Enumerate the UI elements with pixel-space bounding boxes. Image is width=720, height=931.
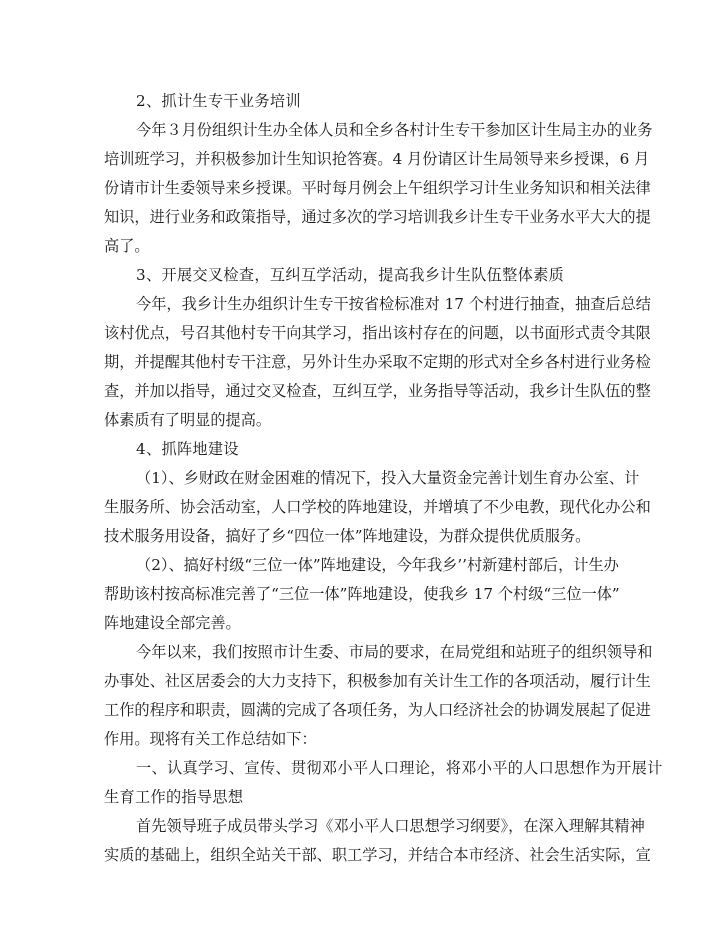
paragraph-line: （2）、搞好村级“三位一体”阵地建设，今年我乡’’村新建村部后，计生办 [136, 556, 619, 574]
section-heading-2: 2、抓计生专干业务培训 [136, 92, 301, 110]
paragraph-line: 知识，进行业务和政策指导，通过多次的学习培训我乡计生专干业务水平大大的提 [104, 208, 651, 226]
paragraph-line: 今年以来，我们按照市计生委、市局的要求，在局党组和站班子的组织领导和 [136, 643, 653, 661]
paragraph-line: 高了。 [104, 237, 150, 255]
paragraph-line: 工作的程序和职责，圆满的完成了各项任务，为人口经济社会的协调发展起了促进 [104, 701, 651, 719]
section-heading-one: 一、认真学习、宣传、贯彻邓小平人口理论，将邓小平的人口思想作为开展计 [136, 759, 663, 777]
paragraph-line: 今年３月份组织计生办全体人员和全乡各村计生专干参加区计生局主办的业务 [136, 121, 653, 139]
paragraph-line: （1）、乡财政在财金困难的情况下，投入大量资金完善计划生育办公室、计 [136, 469, 640, 487]
section-heading-one-cont: 生育工作的指导思想 [104, 788, 244, 806]
paragraph-line: 今年，我乡计生办组织计生专干按省检标准对 17 个村进行抽查，抽查后总结 [136, 295, 651, 313]
paragraph-line: 培训班学习，并积极参加计生知识抢答赛。4 月份请区计生局领导来乡授课，6 月 [104, 150, 650, 168]
paragraph-line: 帮助该村按高标准完善了“三位一体”阵地建设，使我乡 17 个村级“三位一体” [104, 585, 620, 603]
paragraph-line: 首先领导班子成员带头学习《邓小平人口思想学习纲要》，在深入理解其精神 [136, 817, 645, 835]
paragraph-line: 期，并提醒其他村专干注意，另外计生办采取不定期的形式对全乡各村进行业务检 [104, 353, 651, 371]
paragraph-line: 该村优点，号召其他村专干向其学习，指出该村存在的问题，以书面形式责令其限 [104, 324, 651, 342]
paragraph-line: 技术服务用设备，搞好了乡“四位一体”阵地建设，为群众提供优质服务。 [104, 527, 591, 545]
paragraph-line: 阵地建设全部完善。 [104, 614, 241, 632]
paragraph-line: 份请市计生委领导来乡授课。平时每月例会上午组织学习计生业务知识和相关法律 [104, 179, 651, 197]
paragraph-line: 办事处、社区居委会的大力支持下，积极参加有关计生工作的各项活动，履行计生 [104, 672, 651, 690]
section-heading-3: 3、开展交叉检查，互纠互学活动，提高我乡计生队伍整体素质 [136, 266, 565, 284]
paragraph-line: 实质的基础上，组织全站关干部、职工学习，并结合本市经济、社会生活实际，宣 [104, 846, 651, 864]
paragraph-line: 体素质有了明显的提高。 [104, 411, 272, 429]
paragraph-line: 查，并加以指导，通过交叉检查，互纠互学，业务指导等活动，我乡计生队伍的整 [104, 382, 651, 400]
section-heading-4: 4、抓阵地建设 [136, 440, 239, 458]
paragraph-line: 作用。现将有关工作总结如下： [104, 730, 317, 748]
paragraph-line: 生服务所、协会活动室，人口学校的阵地建设，并增填了不少电教，现代化办公和 [104, 498, 651, 516]
